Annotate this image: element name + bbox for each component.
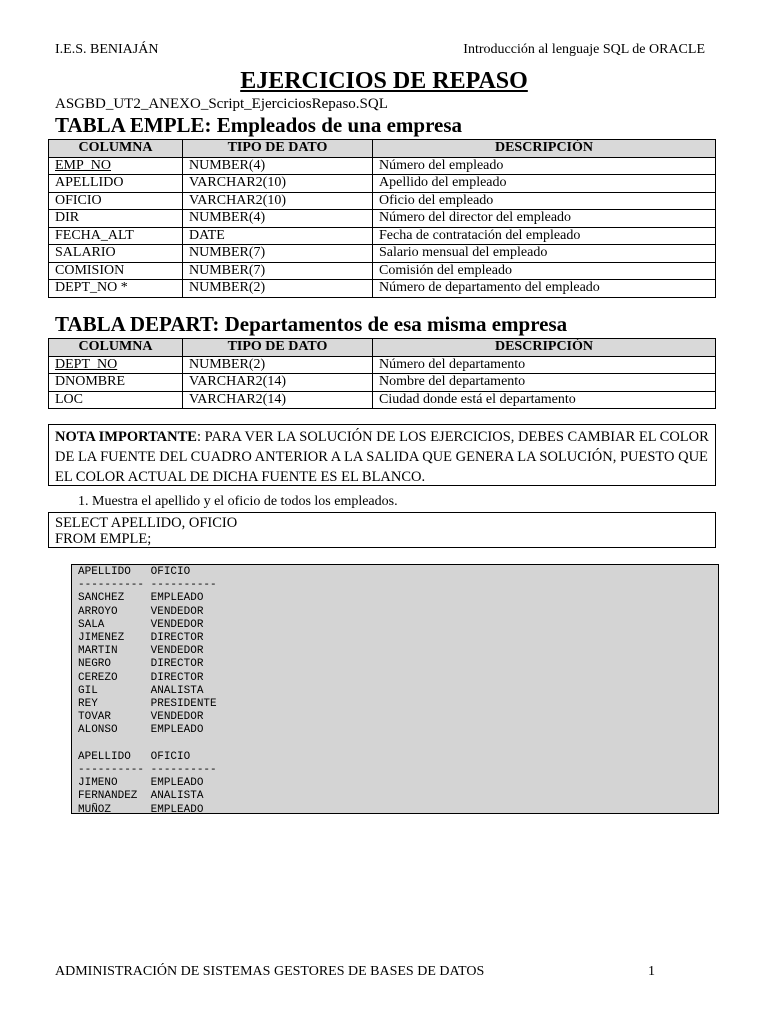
table-row	[49, 356, 716, 374]
table-cell: Ciudad donde está el departamento	[373, 391, 716, 409]
depart-table	[48, 338, 716, 409]
table-cell: Oficio del empleado	[373, 192, 716, 210]
header-school: I.E.S. BENIAJÁN	[55, 42, 159, 57]
footer-subject: ADMINISTRACIÓN DE SISTEMAS GESTORES DE BASES DE DATOS	[55, 964, 485, 979]
table-row	[49, 175, 716, 193]
table-cell: VARCHAR2(14)	[183, 374, 373, 392]
table-row	[49, 192, 716, 210]
table-cell: Fecha de contratación del empleado	[373, 227, 716, 245]
table-cell: NUMBER(2)	[183, 356, 373, 374]
table-cell: NUMBER(7)	[183, 262, 373, 280]
exercise-statement: 1. Muestra el apellido y el oficio de todos los empleados.	[78, 494, 398, 509]
table-cell: Número del director del empleado	[373, 210, 716, 228]
table-row	[49, 157, 716, 175]
table-header-row	[49, 339, 716, 357]
script-filename: ASGBD_UT2_ANEXO_Script_EjerciciosRepaso.SQL	[55, 96, 388, 112]
table-cell: Nombre del departamento	[373, 374, 716, 392]
table-cell: COMISION	[49, 262, 183, 280]
header-course: Introducción al lenguaje SQL de ORACLE	[463, 42, 705, 57]
table-cell: DNOMBRE	[49, 374, 183, 392]
emple-heading: TABLA EMPLE: Empleados de una empresa	[55, 113, 463, 137]
table-cell: DEPT_NO *	[49, 280, 183, 298]
important-note	[48, 424, 716, 486]
table-row	[49, 391, 716, 409]
table-row	[49, 374, 716, 392]
table-cell: NUMBER(2)	[183, 280, 373, 298]
column-header: COLUMNA	[49, 140, 183, 158]
page-number: 1	[648, 964, 655, 979]
page-title: EJERCICIOS DE REPASO	[240, 68, 528, 94]
table-cell: DATE	[183, 227, 373, 245]
table-cell: EMP_NO	[49, 157, 183, 175]
table-cell: NUMBER(7)	[183, 245, 373, 263]
table-cell: Apellido del empleado	[373, 175, 716, 193]
table-cell: Comisión del empleado	[373, 262, 716, 280]
table-cell: Número de departamento del empleado	[373, 280, 716, 298]
table-row	[49, 210, 716, 228]
table-row	[49, 262, 716, 280]
sql-answer-box	[48, 512, 716, 548]
table-cell: LOC	[49, 391, 183, 409]
table-cell: FECHA_ALT	[49, 227, 183, 245]
table-row	[49, 280, 716, 298]
table-cell: NUMBER(4)	[183, 210, 373, 228]
table-cell: VARCHAR2(14)	[183, 391, 373, 409]
table-cell: DIR	[49, 210, 183, 228]
sql-line: SELECT APELLIDO, OFICIO	[55, 515, 238, 531]
note-label: NOTA IMPORTANTE	[55, 429, 197, 445]
column-header: COLUMNA	[49, 339, 183, 357]
column-header: DESCRIPCIÓN	[373, 140, 716, 158]
table-cell: SALARIO	[49, 245, 183, 263]
table-cell: APELLIDO	[49, 175, 183, 193]
note-text: : PARA VER LA SOLUCIÓN DE LOS EJERCICIOS, DEBES CAMBIAR EL COLOR DE LA FUENTE DEL CUADRO ANTERIOR A LA SALIDA QUE GENERA LA SOLUCIÓN, PUESTO QUE EL COLOR ACTUAL DE DICHA FUENTE ES EL BLANCO.	[55, 429, 709, 485]
query-result-output: APELLIDO OFICIO ---------- ---------- SANCHEZ EMPLEADO ARROYO VENDEDOR SALA VENDEDOR JIMENEZ DIRECTOR MARTIN VENDEDOR NEGRO DIRECTOR CEREZO DIRECTOR GIL ANALISTA REY PRESIDENTE TOVAR VENDEDOR ALONSO EMPLEADO APELLIDO OFICIO ---------- ---------- JIMENO EMPLEADO FERNANDEZ ANALISTA MUÑOZ EMPLEADO	[71, 564, 719, 814]
table-header-row	[49, 140, 716, 158]
table-row	[49, 227, 716, 245]
table-row	[49, 245, 716, 263]
table-cell: NUMBER(4)	[183, 157, 373, 175]
table-cell: Número del empleado	[373, 157, 716, 175]
table-cell: DEPT_NO	[49, 356, 183, 374]
table-cell: OFICIO	[49, 192, 183, 210]
table-cell: Salario mensual del empleado	[373, 245, 716, 263]
depart-heading: TABLA DEPART: Departamentos de esa misma empresa	[55, 312, 568, 336]
column-header: TIPO DE DATO	[183, 339, 373, 357]
table-cell: VARCHAR2(10)	[183, 175, 373, 193]
column-header: DESCRIPCIÓN	[373, 339, 716, 357]
table-cell: VARCHAR2(10)	[183, 192, 373, 210]
column-header: TIPO DE DATO	[183, 140, 373, 158]
table-cell: Número del departamento	[373, 356, 716, 374]
emple-table	[48, 139, 716, 298]
sql-line: FROM EMPLE;	[55, 531, 152, 547]
